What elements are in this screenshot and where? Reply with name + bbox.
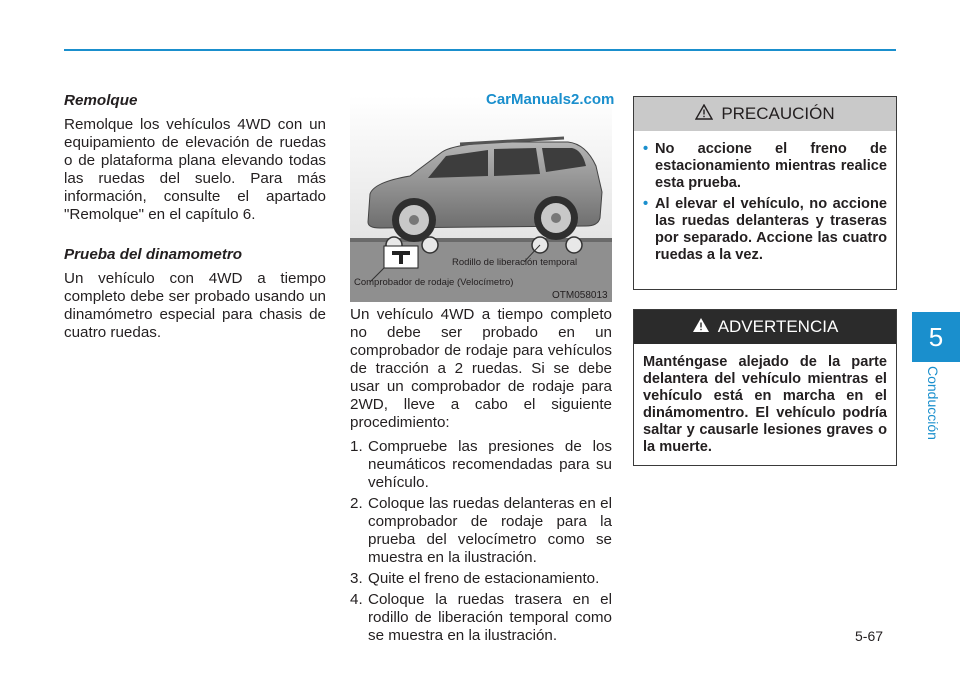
chapter-number: 5 (928, 321, 944, 352)
dynamometer-heading: Prueba del dinamometro (64, 246, 243, 263)
warning-text: Manténgase alejado de la parte delantera del vehículo mientras el vehículo está en marcha en el dinámomentro. El vehículo podría saltar y causarle lesiones graves o la muerte. (643, 354, 887, 455)
towing-paragraph: Remolque los vehículos 4WD con un equipamiento de elevación de ruedas o de plataforma plana elevando todas las ruedas del suelo. Para más información, consulte el apartado "Remolque" en el capítulo 6. (64, 116, 326, 223)
middle-column (350, 306, 612, 648)
step-number: 3. (350, 570, 363, 587)
chapter-number-tab[interactable] (912, 312, 960, 362)
step-number: 1. (350, 438, 363, 455)
step-text: Coloque las ruedas delanteras en el comprobador de rodaje para la prueba del velocímetro como se muestra en la ilustración. (368, 495, 612, 566)
warning-title: ADVERTENCIA (717, 317, 839, 336)
left-column (64, 92, 326, 342)
dynamometer-illustration (350, 96, 612, 302)
caution-body (634, 131, 896, 278)
header-rule (64, 49, 896, 51)
speedometer-callout-label: Comprobador de rodaje (Velocímetro) (354, 277, 514, 288)
list-item (643, 141, 887, 192)
step-number: 2. (350, 495, 363, 512)
bullet-icon: • (643, 141, 649, 157)
step-text: Coloque la ruedas trasera en el rodillo de liberación temporal como se muestra en la ilustración. (368, 591, 612, 644)
caution-box (633, 96, 897, 290)
procedure-steps (350, 438, 612, 645)
step-number: 4. (350, 591, 363, 608)
caution-title: PRECAUCIÓN (721, 104, 835, 123)
warning-triangle-outline-icon (695, 104, 713, 125)
list-item (643, 196, 887, 264)
warning-body (634, 344, 896, 466)
list-item (350, 438, 612, 492)
warning-header (634, 310, 896, 344)
chapter-label: Conducción (925, 366, 941, 440)
watermark[interactable]: CarManuals2.com (486, 91, 615, 108)
list-item (350, 570, 612, 588)
caution-bullet-text: Al elevar el vehículo, no accione las ruedas delanteras y traseras por separado. Accione las cuatro ruedas a la vez. (655, 196, 887, 263)
step-text: Compruebe las presiones de los neumáticos recomendadas para su vehículo. (368, 438, 612, 491)
warning-triangle-filled-icon (692, 317, 710, 338)
dynamometer-paragraph: Un vehículo con 4WD a tiempo completo debe ser probado usando un dinamómetro especial para chasis de cuatro ruedas. (64, 270, 326, 341)
roller-callout-label: Rodillo de liberación temporal (452, 257, 578, 268)
caution-bullet-text: No accione el freno de estacionamiento mientras realice esta prueba. (655, 141, 887, 191)
car-on-dynamometer-drawing (350, 96, 612, 302)
list-item (350, 495, 612, 567)
page-number: 5-67 (855, 628, 884, 644)
towing-heading: Remolque (64, 92, 138, 109)
caution-header (634, 97, 896, 131)
bullet-icon: • (643, 196, 649, 212)
warning-box (633, 309, 897, 466)
list-item (350, 591, 612, 645)
procedure-intro: Un vehículo 4WD a tiempo completo no debe ser probado en un comprobador de rodaje para vehículos de tracción a 2 ruedas. Si se debe usar un comprobador de rodaje para 2WD, lleve a cabo el siguiente procedimiento: (350, 306, 612, 431)
step-text: Quite el freno de estacionamiento. (368, 570, 600, 587)
figure-code: OTM058013 (552, 290, 608, 301)
